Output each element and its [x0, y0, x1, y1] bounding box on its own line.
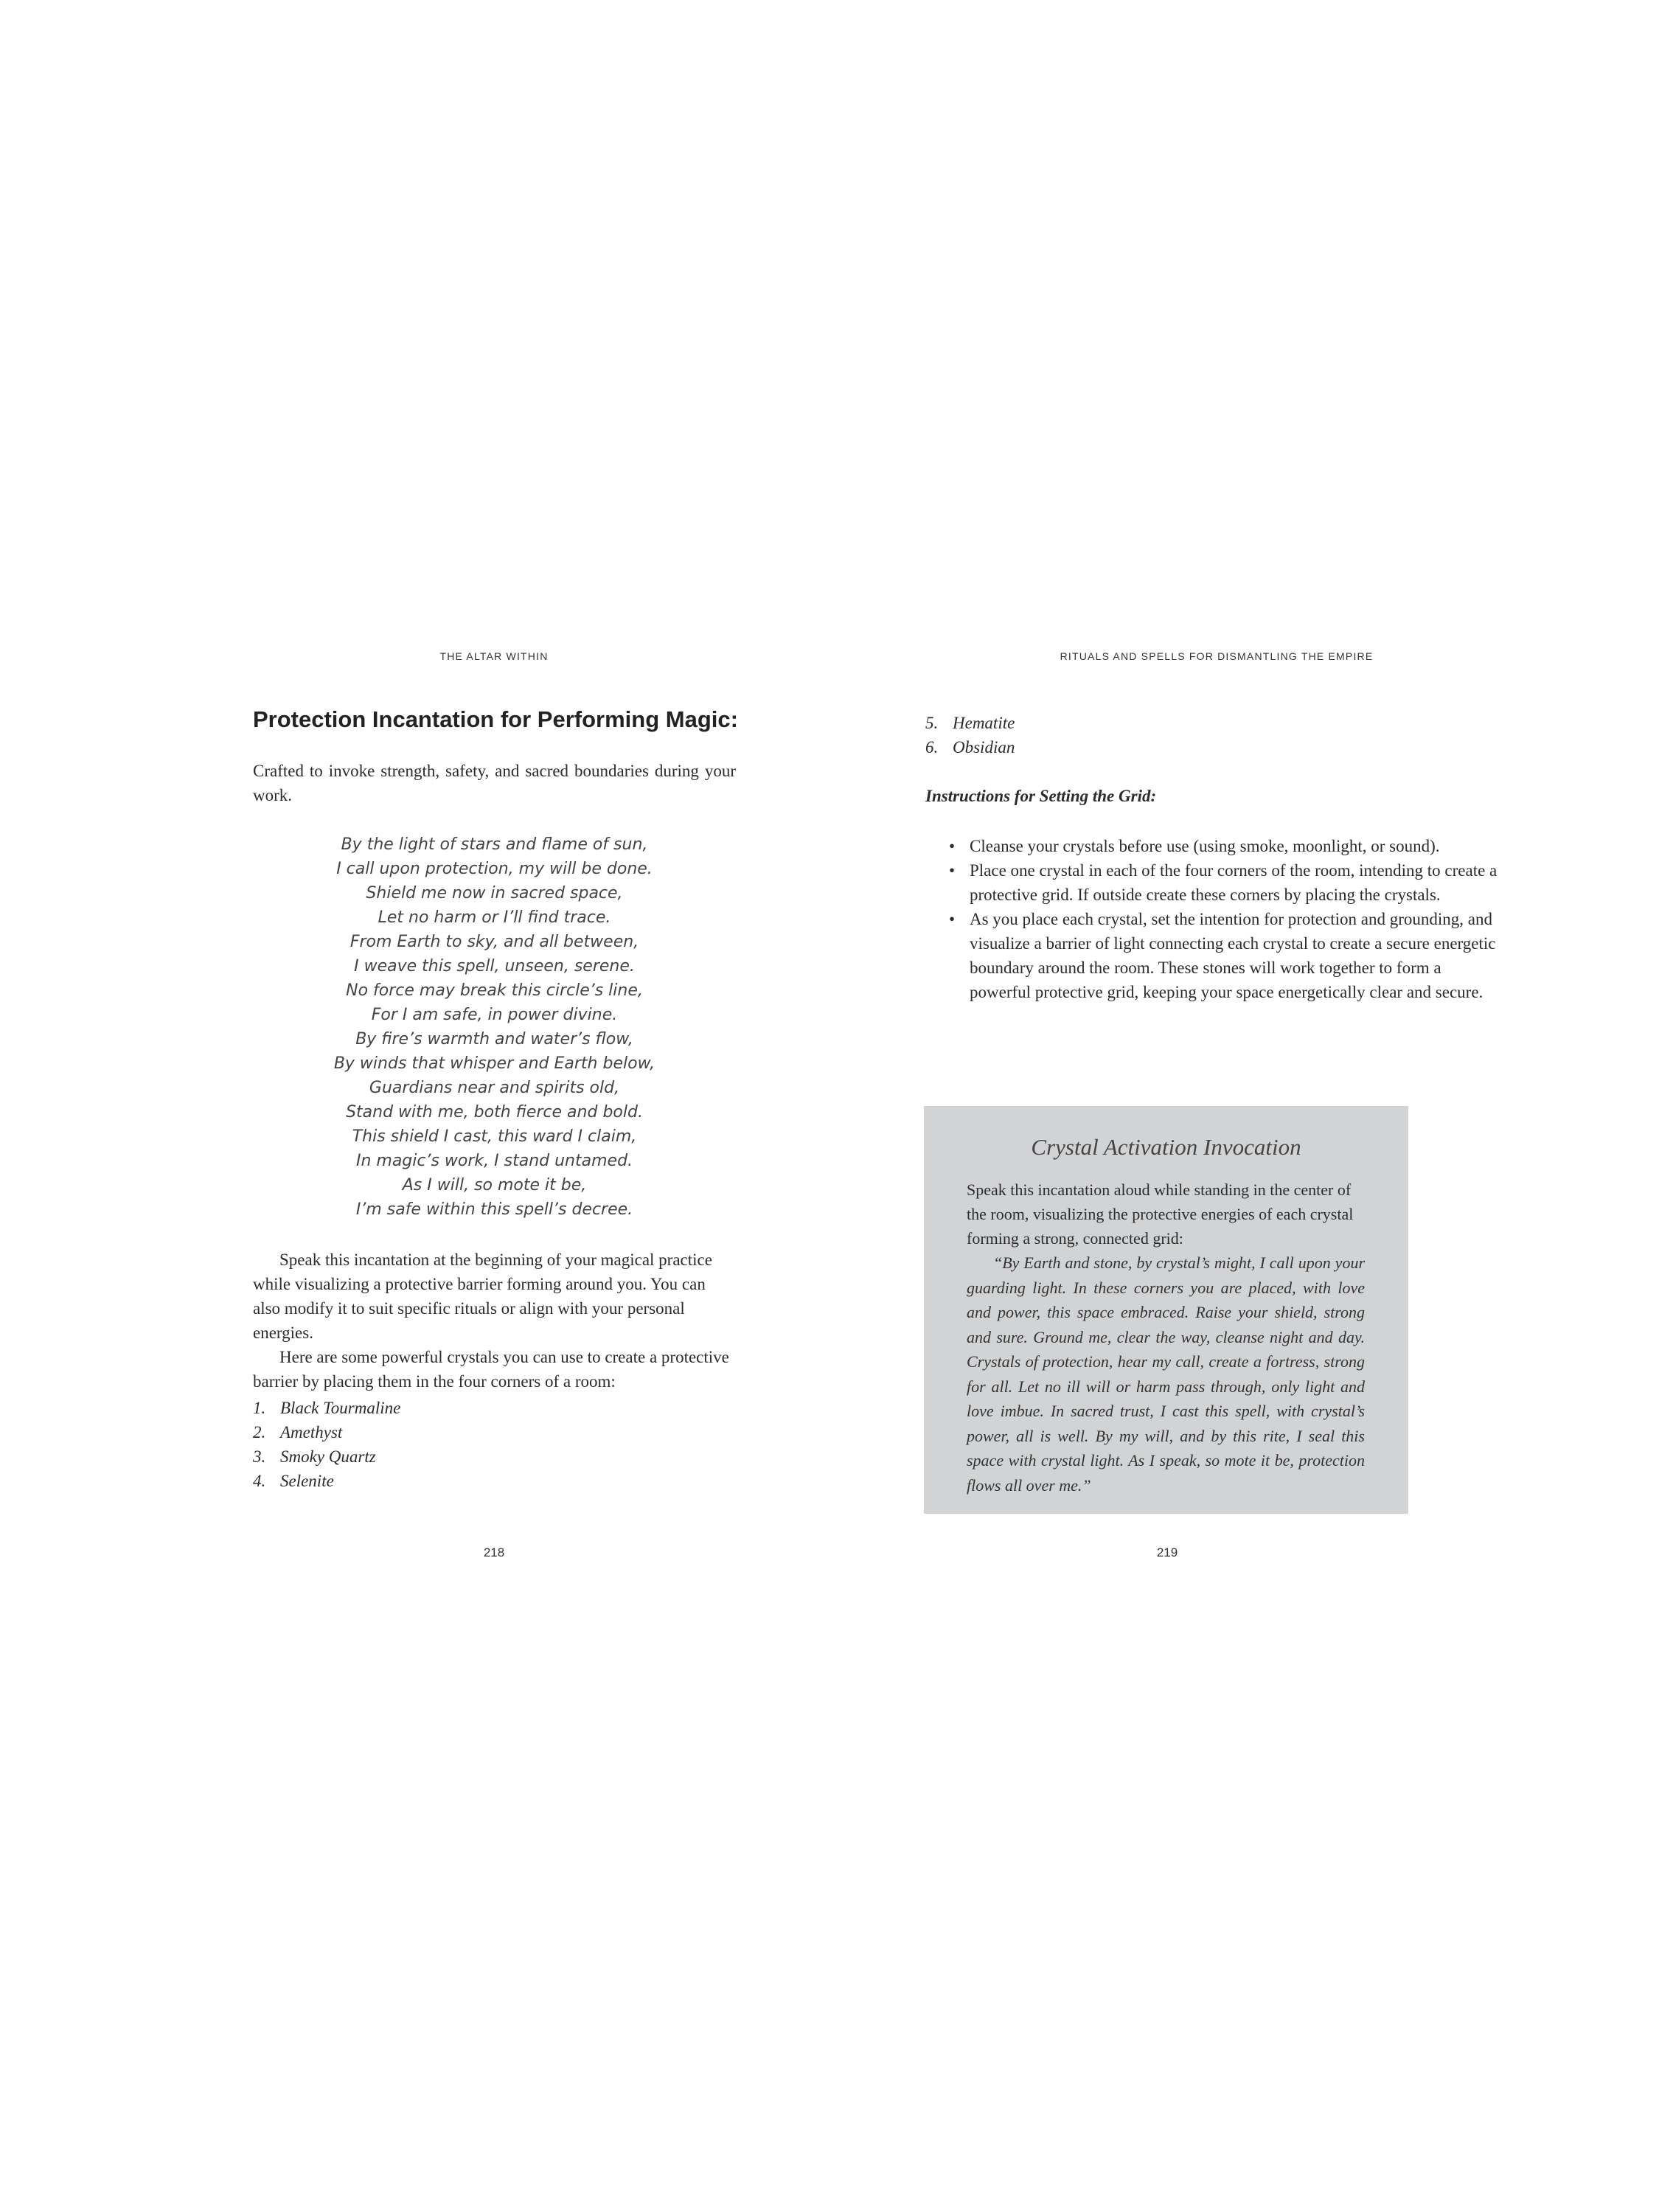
crystal-list — [253, 1396, 548, 1493]
crystal-name: Amethyst — [280, 1423, 343, 1441]
poem-line: Guardians near and spirits old, — [369, 1079, 620, 1097]
list-item — [253, 1469, 548, 1493]
poem-line: In magic’s work, I stand untamed. — [355, 1152, 633, 1170]
list-number: 4. — [253, 1472, 266, 1490]
crystal-name: Black Tourmaline — [280, 1399, 401, 1417]
poem-line: This shield I cast, this ward I claim, — [352, 1127, 637, 1146]
poem-line: By the light of stars and flame of sun, — [341, 835, 648, 854]
poem-line: As I will, so mote it be, — [402, 1176, 587, 1194]
poem-line: Shield me now in sacred space, — [366, 884, 623, 902]
instructions-bullet-list — [925, 834, 1500, 1004]
poem-line: By winds that whisper and Earth below, — [333, 1054, 655, 1073]
page-number-left: 218 — [483, 1545, 505, 1559]
poem-line: I weave this spell, unseen, serene. — [354, 957, 635, 975]
list-number: 3. — [253, 1447, 266, 1466]
list-item — [253, 1420, 548, 1444]
poem-line: For I am safe, in power divine. — [371, 1006, 618, 1024]
bullet-text: Cleanse your crystals before use (using smoke, moonlight, or sound). — [970, 837, 1440, 855]
list-item — [925, 711, 1220, 735]
intro-paragraph: Crafted to invoke strength, safety, and sacred boundaries during your work. — [253, 762, 736, 804]
poem-line: Let no harm or I’ll find trace. — [378, 908, 611, 927]
list-number: 6. — [925, 738, 939, 757]
poem-line: Stand with me, both fierce and bold. — [346, 1103, 643, 1121]
callout-box — [924, 1106, 1408, 1514]
body-paragraphs — [253, 1248, 736, 1394]
list-item — [925, 735, 1220, 759]
crystal-name: Obsidian — [953, 738, 1015, 757]
page-number-right: 219 — [1156, 1545, 1178, 1559]
right-page — [830, 0, 1659, 2212]
callout-quote: “By Earth and stone, by crystal’s might, I call upon your guarding light. In these corners you are placed, with love and power, this space embraced. Raise your shield, strong and sure. Ground me, clear the way, cleanse night and day. Crystals of protection, hear my call, create a fortress, strong for all. Let no ill will or harm pass through, only light and love imbue. In sacred trust, I cast this spell, with crystal’s power, all is well. By my will, and by this rite, I seal this space with crystal light. As I speak, so mote it be, protection flows all over me.” — [967, 1253, 1365, 1495]
poem-line: I call upon protection, my will be done. — [336, 860, 653, 878]
callout-title: Crystal Activation Invocation — [1031, 1134, 1301, 1160]
list-item — [253, 1396, 548, 1420]
list-item — [925, 858, 1500, 907]
poem-line: By fire’s warmth and water’s flow, — [355, 1030, 633, 1048]
list-number: 2. — [253, 1423, 266, 1441]
instructions-heading: Instructions for Setting the Grid: — [925, 787, 1157, 805]
list-item — [925, 907, 1500, 1004]
poem-line: I’m safe within this spell’s decree. — [355, 1200, 633, 1219]
body-paragraph-1: Speak this incantation at the beginning of your magical practice while visualizing a protective barrier forming around you. You can also modify it to suit specific rituals or align with your personal energies. — [253, 1251, 712, 1342]
incantation-poem — [253, 832, 736, 1222]
bullet-icon: • — [949, 910, 956, 928]
crystal-name: Smoky Quartz — [280, 1447, 376, 1466]
bullet-text: Place one crystal in each of the four corners of the room, intending to create a protective grid. If outside create these corners by placing the crystals. — [970, 861, 1498, 904]
crystal-name: Hematite — [953, 714, 1015, 732]
poem-line: From Earth to sky, and all between, — [349, 933, 639, 951]
list-item — [925, 834, 1500, 858]
list-number: 1. — [253, 1399, 266, 1417]
running-head-left: THE ALTAR WITHIN — [439, 650, 549, 662]
bullet-icon: • — [949, 861, 956, 880]
body-paragraph-2: Here are some powerful crystals you can use to create a protective barrier by placing them in the four corners of a room: — [253, 1348, 729, 1391]
running-head-right: RITUALS AND SPELLS FOR DISMANTLING THE EMPIRE — [1060, 650, 1374, 662]
bullet-icon: • — [949, 837, 956, 855]
list-number: 5. — [925, 714, 939, 732]
crystal-name: Selenite — [280, 1472, 334, 1490]
bullet-text: As you place each crystal, set the intention for protection and grounding, and visualize a barrier of light connecting each crystal to create a secure energetic boundary around the room. These stones will work together to form a powerful protective grid, keeping your space energetically clear and secure. — [970, 910, 1496, 1001]
list-item — [253, 1444, 548, 1469]
section-title: Protection Incantation for Performing Magic: — [253, 706, 738, 732]
poem-line: No force may break this circle’s line, — [346, 981, 643, 1000]
callout-text: Speak this incantation aloud while standing in the center of the room, visualizing the protective energies of each crystal forming a strong, connected grid: — [967, 1180, 1354, 1248]
crystal-list-continued — [925, 711, 1220, 759]
